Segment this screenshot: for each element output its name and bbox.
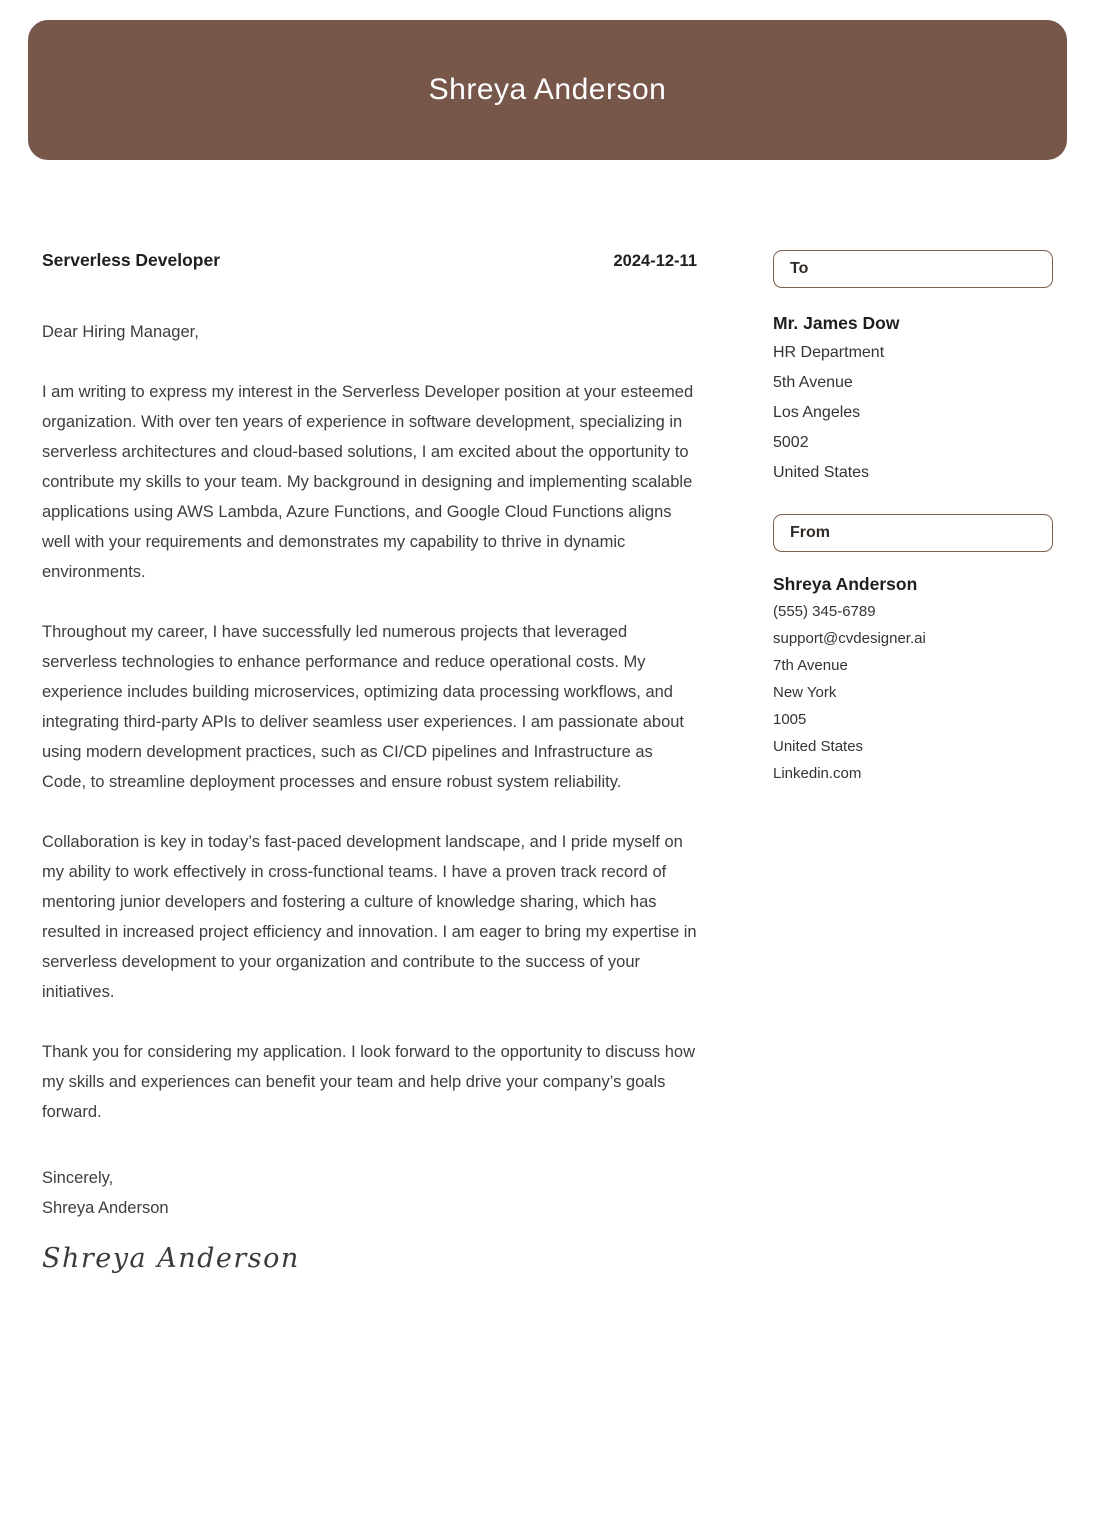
sender-line-email: support@cvdesigner.ai (773, 630, 926, 647)
closing-word: Sincerely, (42, 1169, 114, 1187)
closing-block (42, 1163, 697, 1223)
closing-name: Shreya Anderson (42, 1199, 169, 1217)
recipient-line: HR Department (773, 344, 885, 361)
sender-line: 7th Avenue (773, 657, 848, 674)
to-label: To (790, 260, 809, 277)
to-box (773, 250, 1053, 288)
recipient-line: United States (773, 464, 870, 481)
from-label: From (790, 524, 830, 541)
content-area (0, 160, 1095, 1274)
recipient-line: 5002 (773, 434, 809, 451)
recipient-name: Mr. James Dow (773, 313, 900, 333)
sender-line: New York (773, 684, 837, 701)
recipient-line: Los Angeles (773, 404, 861, 421)
sender-line: United States (773, 738, 864, 755)
letter-body (42, 250, 697, 1274)
page-title: Shreya Anderson (428, 73, 667, 106)
job-title: Serverless Developer (42, 250, 221, 270)
letter-date: 2024-12-11 (613, 252, 697, 270)
sender-line: 1005 (773, 711, 807, 728)
letter-paragraph-4: Thank you for considering my application. I look forward to the opportunity to discuss how my skills and experiences can benefit your team and help drive your company’s goals forward. (42, 1043, 696, 1121)
letter-paragraph-3: Collaboration is key in today’s fast-paced development landscape, and I pride myself on my ability to work effectively in cross-functional teams. I have a proven track record of mentoring junior developers and fostering a culture of knowledge sharing, which has resulted in increased project efficiency and innovation. I am eager to bring my expertise in serverless development to your organization and contribute to the success of your initiatives. (42, 833, 697, 1001)
signature: Shreya Anderson (42, 1243, 300, 1274)
sender-line-linkedin: Linkedin.com (773, 765, 862, 782)
letter-paragraph-2: Throughout my career, I have successfully led numerous projects that leveraged serverless technologies to enhance performance and reduce operational costs. My experience includes building microservices, optimizing data processing workflows, and integrating third-party APIs to deliver seamless user experiences. I am passionate about using modern development practices, such as CI/CD pipelines and Infrastructure as Code, to streamline deployment processes and ensure robust system reliability. (42, 623, 685, 791)
sender-line-phone: (555) 345-6789 (773, 603, 876, 620)
recipient-line: 5th Avenue (773, 374, 853, 391)
header-banner (28, 20, 1067, 160)
salutation: Dear Hiring Manager, (42, 323, 199, 341)
letter-paragraph-1: I am writing to express my interest in the Serverless Developer position at your esteemed organization. With over ten years of experience in software development, specializing in serverless architectures and cloud-based solutions, I am excited about the opportunity to contribute my skills to your team. My background in designing and implementing scalable applications using AWS Lambda, Azure Functions, and Google Cloud Functions aligns well with your requirements and demonstrates my capability to thrive in dynamic environments. (42, 383, 694, 581)
letter-head (42, 250, 697, 271)
from-box (773, 514, 1053, 552)
sender-name: Shreya Anderson (773, 574, 918, 594)
contact-sidebar (773, 250, 1053, 1274)
